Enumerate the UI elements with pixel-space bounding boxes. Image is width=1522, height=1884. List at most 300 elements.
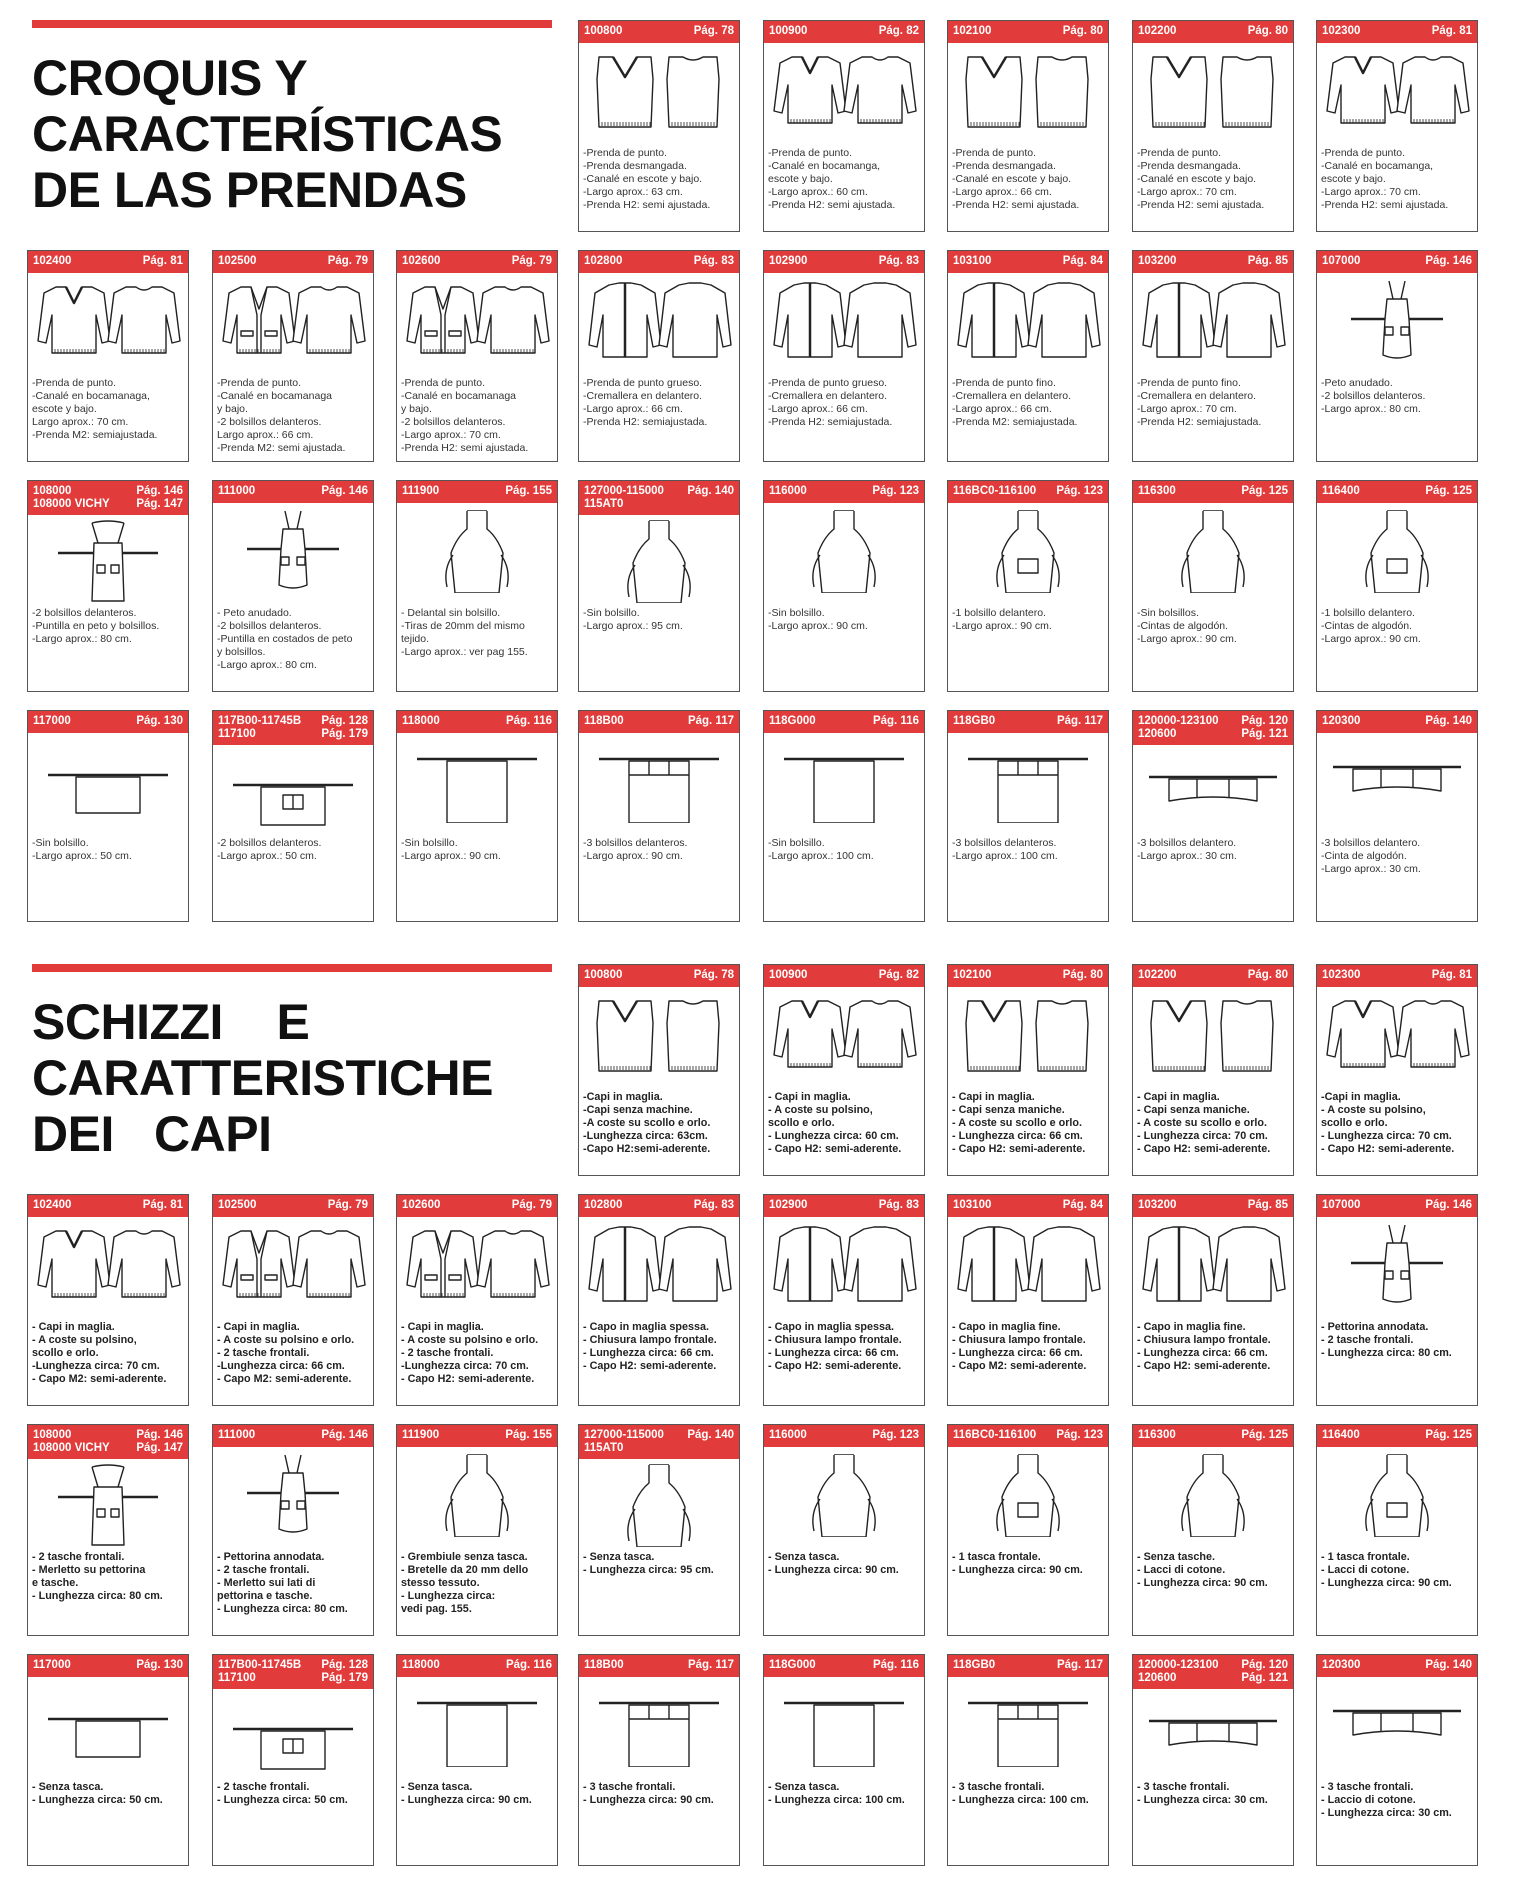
card-header: [28, 711, 188, 733]
garment-zip-jacket-icon: [954, 1223, 1102, 1307]
garment-sketch-icon: [1139, 1453, 1287, 1537]
garment-description: - Grembiule senza tasca. - Bretelle da 20 mm dello stesso tessuto. - Lunghezza circa: vedi pag. 155.: [401, 1551, 529, 1615]
page-reference: Pág. 140: [1425, 1659, 1472, 1671]
garment-zip-jacket-icon: [1139, 279, 1287, 363]
product-code: 117B00-11745B 117100: [218, 1659, 302, 1684]
garment-waist-mini-icon: [1139, 1693, 1287, 1777]
page-reference: Pág. 125: [1425, 1429, 1472, 1441]
garment-vest-v-icon: [1139, 49, 1287, 133]
card-header: [948, 481, 1108, 503]
garment-vest-v-icon: [954, 993, 1102, 1077]
garment-sketch-icon: [954, 993, 1102, 1077]
product-code: 108000 108000 VICHY: [33, 1429, 110, 1454]
garment-description: -Prenda de punto. -Prenda desmangada. -Canalé en escote y bajo. -Largo aprox.: 70 cm. -Prenda H2: semi ajustada.: [1137, 147, 1265, 211]
garment-vest-v-icon: [1139, 993, 1287, 1077]
product-code: 118B00: [584, 715, 624, 727]
garment-description: -Capi in maglia. -Capi senza machine. -A coste su scollo e orlo. -Lunghezza circa: 63cm. -Capo H2:semi-aderente.: [583, 1091, 711, 1155]
garment-card: [947, 1194, 1109, 1406]
product-code: 102300: [1322, 969, 1361, 981]
section-italian: [0, 944, 1522, 1884]
product-code: 116400: [1322, 485, 1360, 497]
product-code: 102400: [33, 255, 72, 267]
page-reference: Pág. 155: [505, 485, 552, 497]
card-header: [948, 1195, 1108, 1217]
card-header: [397, 251, 557, 273]
page-reference: Pág. 82: [878, 969, 919, 981]
garment-zip-jacket-icon: [585, 1223, 733, 1307]
garment-description: -Prenda de punto. -Canalé en bocamanga, escote y bajo. -Largo aprox.: 70 cm. -Prenda H2: semi ajustada.: [1321, 147, 1449, 211]
card-header: [213, 1655, 373, 1689]
card-header: [764, 481, 924, 503]
product-code: 116000: [769, 485, 807, 497]
garment-sketch-icon: [403, 1683, 551, 1767]
garment-waist-pocket-icon: [219, 1693, 367, 1777]
garment-sketch-icon: [585, 519, 733, 603]
garment-sketch-icon: [954, 509, 1102, 593]
garment-card: [1316, 964, 1478, 1176]
card-header: [948, 1425, 1108, 1447]
garment-card: [1316, 1424, 1478, 1636]
garment-sketch-icon: [403, 279, 551, 363]
product-code: 102300: [1322, 25, 1361, 37]
garment-card: [578, 20, 740, 232]
card-header: [579, 711, 739, 733]
card-header: [948, 251, 1108, 273]
garment-card: [947, 964, 1109, 1176]
page-reference: Pág. 155: [505, 1429, 552, 1441]
garment-card: [1316, 710, 1478, 922]
garment-sketch-icon: [770, 509, 918, 593]
garment-sketch-icon: [585, 1683, 733, 1767]
page-reference: Pág. 82: [878, 25, 919, 37]
page-reference: Pág. 83: [878, 1199, 919, 1211]
garment-sketch-icon: [585, 1223, 733, 1307]
card-header: [28, 1655, 188, 1677]
page-reference: Pág. 128 Pág. 179: [321, 715, 368, 740]
product-code: 100900: [769, 969, 808, 981]
page-reference: Pág. 123: [1056, 485, 1103, 497]
garment-card: [27, 1654, 189, 1866]
garment-cardigan-icon: [219, 1223, 367, 1307]
garment-sketch-icon: [1139, 1693, 1287, 1777]
garment-zip-jacket-icon: [1139, 1223, 1287, 1307]
page-reference: Pág. 84: [1062, 1199, 1103, 1211]
garment-sketch-icon: [954, 739, 1102, 823]
product-code: 116300: [1138, 1429, 1176, 1441]
garment-card: [212, 1654, 374, 1866]
page-reference: Pág. 146: [321, 485, 368, 497]
page-reference: Pág. 84: [1062, 255, 1103, 267]
garment-description: - 3 tasche frontali. - Lunghezza circa: 30 cm.: [1137, 1781, 1268, 1806]
card-header: [764, 21, 924, 43]
garment-description: -Prenda de punto. -Canalé en bocamanga, escote y bajo. -Largo aprox.: 60 cm. -Prenda H2: semi ajustada.: [768, 147, 896, 211]
garment-description: - Capo in maglia fine. - Chiusura lampo frontale. - Lunghezza circa: 66 cm. - Capo M2: semi-aderente.: [952, 1321, 1087, 1372]
garment-sketch-icon: [34, 279, 182, 363]
product-code: 117000: [33, 715, 71, 727]
garment-card: [578, 710, 740, 922]
product-code: 100900: [769, 25, 808, 37]
card-header: [213, 1425, 373, 1447]
garment-description: -Prenda de punto grueso. -Cremallera en delantero. -Largo aprox.: 66 cm. -Prenda H2: semiajustada.: [583, 377, 708, 428]
garment-card: [396, 1654, 558, 1866]
product-code: 116300: [1138, 485, 1176, 497]
product-code: 118GB0: [953, 715, 996, 727]
garment-sketch-icon: [1139, 279, 1287, 363]
garment-card: [578, 1654, 740, 1866]
page-reference: Pág. 120 Pág. 121: [1241, 715, 1288, 740]
garment-apron-tied-icon: [219, 509, 367, 593]
garment-description: -Prenda de punto grueso. -Cremallera en delantero. -Largo aprox.: 66 cm. -Prenda H2: semiajustada.: [768, 377, 893, 428]
garment-waist-long-icon: [770, 1683, 918, 1767]
garment-description: - Capo in maglia spessa. - Chiusura lampo frontale. - Lunghezza circa: 66 cm. - Capo H2: semi-aderente.: [768, 1321, 902, 1372]
garment-description: -Capi in maglia. - A coste su polsino, scollo e orlo. - Lunghezza circa: 70 cm. - Capo H2: semi-aderente.: [1321, 1091, 1455, 1155]
garment-description: -Prenda de punto. -Canalé en bocamanaga, escote y bajo. Largo aprox.: 70 cm. -Prenda M2: semiajustada.: [32, 377, 158, 441]
page-reference: Pág. 130: [136, 1659, 183, 1671]
page-reference: Pág. 79: [511, 255, 552, 267]
garment-apron-tied-icon: [219, 1453, 367, 1537]
product-code: 100800: [584, 969, 623, 981]
card-header: [579, 1425, 739, 1459]
page-reference: Pág. 79: [327, 255, 368, 267]
garment-description: - 3 tasche frontali. - Lunghezza circa: 90 cm.: [583, 1781, 714, 1806]
garment-description: - Capi in maglia. - A coste su polsino, scollo e orlo. -Lunghezza circa: 70 cm. - Capo M2: semi-aderente.: [32, 1321, 167, 1385]
product-code: 118G000: [769, 715, 816, 727]
garment-description: -3 bolsillos delantero. -Cinta de algodón. -Largo aprox.: 30 cm.: [1321, 837, 1421, 875]
card-header: [213, 481, 373, 503]
product-code: 102900: [769, 1199, 808, 1211]
card-header: [1133, 481, 1293, 503]
page-reference: Pág. 85: [1247, 1199, 1288, 1211]
garment-sketch-icon: [585, 993, 733, 1077]
page-reference: Pág. 140: [687, 1429, 734, 1441]
card-header: [28, 251, 188, 273]
card-header: [213, 1195, 373, 1217]
card-header: [1317, 1655, 1477, 1677]
product-code: 127000-115000 115AT0: [584, 485, 664, 510]
garment-card: [763, 1194, 925, 1406]
page-reference: Pág. 81: [142, 255, 183, 267]
garment-vest-v-icon: [585, 993, 733, 1077]
product-code: 102200: [1138, 969, 1177, 981]
garment-sketch-icon: [219, 1453, 367, 1537]
title-accent-bar: [32, 20, 552, 28]
garment-sketch-icon: [1323, 279, 1471, 363]
garment-sketch-icon: [1323, 509, 1471, 593]
garment-description: - Capi in maglia. - A coste su polsino e orlo. - 2 tasche frontali. -Lunghezza circa: 70 cm. - Capo H2: semi-aderente.: [401, 1321, 539, 1385]
page-reference: Pág. 83: [878, 255, 919, 267]
garment-vest-v-icon: [954, 49, 1102, 133]
garment-apron-bib-icon: [770, 1453, 918, 1537]
garment-description: -Prenda de punto. -Canalé en bocamanaga y bajo. -2 bolsillos delanteros. Largo aprox.: 66 cm. -Prenda M2: semi ajustada.: [217, 377, 346, 454]
page-reference: Pág. 120 Pág. 121: [1241, 1659, 1288, 1684]
garment-sketch-icon: [1139, 509, 1287, 593]
product-code: 120300: [1322, 1659, 1361, 1671]
product-code: 103200: [1138, 1199, 1177, 1211]
page-reference: Pág. 128 Pág. 179: [321, 1659, 368, 1684]
garment-sketch-icon: [770, 993, 918, 1077]
page-reference: Pág. 140: [1425, 715, 1472, 727]
product-code: 102500: [218, 1199, 257, 1211]
garment-card: [27, 1194, 189, 1406]
page-reference: Pág. 125: [1241, 1429, 1288, 1441]
card-header: [28, 1425, 188, 1459]
garment-card: [212, 1424, 374, 1636]
product-code: 102800: [584, 1199, 623, 1211]
garment-apron-bib-pocket-icon: [954, 1453, 1102, 1537]
card-header: [213, 711, 373, 745]
garment-apron-bib-icon: [1139, 509, 1287, 593]
card-header: [579, 1195, 739, 1217]
garment-card: [578, 1194, 740, 1406]
garment-description: - 3 tasche frontali. - Laccio di cotone. - Lunghezza circa: 30 cm.: [1321, 1781, 1452, 1819]
product-code: 127000-115000 115AT0: [584, 1429, 664, 1454]
page-reference: Pág. 80: [1247, 969, 1288, 981]
garment-apron-two-pocket-icon: [34, 1463, 182, 1547]
garment-apron-bib-icon: [403, 509, 551, 593]
garment-sketch-icon: [1323, 1683, 1471, 1767]
garment-card: [1316, 250, 1478, 462]
garment-description: -3 bolsillos delanteros. -Largo aprox.: 90 cm.: [583, 837, 688, 862]
garment-sketch-icon: [585, 1463, 733, 1547]
card-header: [948, 711, 1108, 733]
garment-description: - Senza tasca. - Lunghezza circa: 100 cm.: [768, 1781, 905, 1806]
garment-card: [396, 250, 558, 462]
product-code: 120000-123100 120600: [1138, 1659, 1219, 1684]
product-code: 103200: [1138, 255, 1177, 267]
garment-card: [27, 480, 189, 692]
garment-sweater-v-icon: [770, 993, 918, 1077]
garment-cardigan-icon: [219, 279, 367, 363]
garment-card: [396, 1424, 558, 1636]
card-header: [948, 1655, 1108, 1677]
garment-waist-long-3-icon: [585, 1683, 733, 1767]
garment-description: -Prenda de punto. -Canalé en bocamanaga y bajo. -2 bolsillos delanteros. -Largo aprox.: 70 cm. -Prenda H2: semi ajustada.: [401, 377, 529, 454]
page-reference: Pág. 78: [693, 969, 734, 981]
product-code: 102100: [953, 969, 992, 981]
page-reference: Pág. 79: [327, 1199, 368, 1211]
card-header: [764, 711, 924, 733]
card-header: [764, 1425, 924, 1447]
product-code: 116400: [1322, 1429, 1360, 1441]
page-reference: Pág. 146: [321, 1429, 368, 1441]
garment-sketch-icon: [770, 1683, 918, 1767]
garment-sketch-icon: [34, 519, 182, 603]
page-reference: Pág. 116: [505, 715, 552, 727]
product-code: 117B00-11745B 117100: [218, 715, 302, 740]
product-code: 103100: [953, 1199, 992, 1211]
card-header: [28, 481, 188, 515]
garment-sweater-v-icon: [34, 279, 182, 363]
garment-description: - Senza tasca. - Lunghezza circa: 90 cm.: [768, 1551, 899, 1576]
card-header: [397, 1425, 557, 1447]
garment-zip-jacket-icon: [585, 279, 733, 363]
page-reference: Pág. 123: [1056, 1429, 1103, 1441]
page-reference: Pág. 146: [1425, 1199, 1472, 1211]
garment-description: - Capi in maglia. - A coste su polsino e orlo. - 2 tasche frontali. -Lunghezza circa: 66 cm. - Capo M2: semi-aderente.: [217, 1321, 355, 1385]
page-reference: Pág. 81: [1431, 969, 1472, 981]
card-header: [1317, 711, 1477, 733]
garment-card: [212, 250, 374, 462]
garment-sketch-icon: [1323, 739, 1471, 823]
garment-waist-long-icon: [403, 739, 551, 823]
garment-vest-v-icon: [585, 49, 733, 133]
card-header: [579, 965, 739, 987]
garment-card: [1132, 250, 1294, 462]
garment-apron-bib-pocket-icon: [954, 509, 1102, 593]
garment-apron-tied-icon: [1323, 279, 1471, 363]
garment-card: [1132, 1654, 1294, 1866]
garment-apron-tied-icon: [1323, 1223, 1471, 1307]
card-header: [948, 965, 1108, 987]
garment-card: [763, 964, 925, 1176]
product-code: 107000: [1322, 255, 1361, 267]
garment-card: [1316, 1654, 1478, 1866]
garment-waist-long-icon: [403, 1683, 551, 1767]
card-header: [213, 251, 373, 273]
garment-sketch-icon: [1323, 1453, 1471, 1537]
garment-card: [947, 250, 1109, 462]
page-reference: Pág. 146: [1425, 255, 1472, 267]
page-reference: Pág. 117: [1056, 1659, 1103, 1671]
garment-sweater-v-icon: [770, 49, 918, 133]
garment-card: [763, 710, 925, 922]
card-header: [579, 251, 739, 273]
product-code: 118G000: [769, 1659, 816, 1671]
garment-apron-bib-icon: [585, 519, 733, 603]
garment-sketch-icon: [585, 49, 733, 133]
garment-card: [578, 1424, 740, 1636]
product-code: 118B00: [584, 1659, 624, 1671]
garment-description: - Capi in maglia. - A coste su polsino, scollo e orlo. - Lunghezza circa: 60 cm. - Capo H2: semi-aderente.: [768, 1091, 902, 1155]
product-code: 117000: [33, 1659, 71, 1671]
garment-sketch-icon: [219, 279, 367, 363]
card-header: [1133, 1195, 1293, 1217]
garment-description: -Peto anudado. -2 bolsillos delanteros. -Largo aprox.: 80 cm.: [1321, 377, 1426, 415]
garment-description: -2 bolsillos delanteros. -Puntilla en peto y bolsillos. -Largo aprox.: 80 cm.: [32, 607, 160, 645]
garment-description: -Sin bolsillo. -Largo aprox.: 50 cm.: [32, 837, 132, 862]
garment-zip-jacket-icon: [770, 279, 918, 363]
garment-description: - 2 tasche frontali. - Merletto su pettorina e tasche. - Lunghezza circa: 80 cm.: [32, 1551, 163, 1602]
garment-description: - 3 tasche frontali. - Lunghezza circa: 100 cm.: [952, 1781, 1089, 1806]
product-code: 102200: [1138, 25, 1177, 37]
garment-description: -Prenda de punto fino. -Cremallera en delantero. -Largo aprox.: 66 cm. -Prenda M2: semiajustada.: [952, 377, 1078, 428]
garment-sketch-icon: [34, 1683, 182, 1767]
garment-description: -Sin bolsillo. -Largo aprox.: 100 cm.: [768, 837, 874, 862]
page-reference: Pág. 117: [1056, 715, 1103, 727]
garment-cardigan-icon: [403, 1223, 551, 1307]
product-code: 102600: [402, 255, 441, 267]
garment-waist-short-icon: [34, 739, 182, 823]
section-title: CROQUIS Y CARACTERÍSTICAS DE LAS PRENDAS: [32, 50, 503, 218]
garment-card: [212, 1194, 374, 1406]
garment-description: -Sin bolsillo. -Largo aprox.: 90 cm.: [768, 607, 868, 632]
page-reference: Pág. 117: [687, 1659, 734, 1671]
card-header: [579, 1655, 739, 1677]
garment-sketch-icon: [403, 1453, 551, 1537]
page-reference: Pág. 80: [1247, 25, 1288, 37]
card-header: [1133, 711, 1293, 745]
garment-apron-bib-pocket-icon: [1323, 1453, 1471, 1537]
page-reference: Pág. 83: [693, 1199, 734, 1211]
garment-description: -Sin bolsillos. -Cintas de algodón. -Largo aprox.: 90 cm.: [1137, 607, 1237, 645]
page-reference: Pág. 79: [511, 1199, 552, 1211]
garment-description: - Senza tasca. - Lunghezza circa: 95 cm.: [583, 1551, 714, 1576]
garment-sweater-v-icon: [34, 1223, 182, 1307]
page-reference: Pág. 130: [136, 715, 183, 727]
garment-description: -1 bolsillo delantero. -Cintas de algodón. -Largo aprox.: 90 cm.: [1321, 607, 1421, 645]
garment-card: [212, 710, 374, 922]
product-code: 120300: [1322, 715, 1361, 727]
product-code: 118000: [402, 1659, 440, 1671]
product-code: 118000: [402, 715, 440, 727]
page-reference: Pág. 123: [872, 485, 919, 497]
garment-waist-mini-icon: [1323, 739, 1471, 823]
product-code: 102400: [33, 1199, 72, 1211]
garment-sketch-icon: [1323, 993, 1471, 1077]
garment-card: [1316, 480, 1478, 692]
garment-description: -2 bolsillos delanteros. -Largo aprox.: 50 cm.: [217, 837, 322, 862]
garment-sketch-icon: [770, 739, 918, 823]
garment-description: - Capi in maglia. - Capi senza maniche. - A coste su scollo e orlo. - Lunghezza circa: 66 cm. - Capo H2: semi-aderente.: [952, 1091, 1086, 1155]
garment-card: [1132, 20, 1294, 232]
garment-description: - Peto anudado. -2 bolsillos delanteros. -Puntilla en costados de peto y bolsillos. -Largo aprox.: 80 cm.: [217, 607, 353, 671]
card-header: [1317, 481, 1477, 503]
garment-sketch-icon: [1323, 49, 1471, 133]
garment-sketch-icon: [219, 509, 367, 593]
card-header: [1317, 251, 1477, 273]
garment-card: [947, 1424, 1109, 1636]
garment-zip-jacket-icon: [770, 1223, 918, 1307]
product-code: 102100: [953, 25, 992, 37]
garment-card: [1132, 1424, 1294, 1636]
garment-sketch-icon: [770, 1223, 918, 1307]
garment-waist-mini-icon: [1139, 749, 1287, 833]
product-code: 100800: [584, 25, 623, 37]
garment-card: [763, 20, 925, 232]
garment-card: [27, 1424, 189, 1636]
garment-sketch-icon: [219, 749, 367, 833]
garment-description: - Capo in maglia fine. - Chiusura lampo frontale. - Lunghezza circa: 66 cm. - Capo H2: semi-aderente.: [1137, 1321, 1271, 1372]
product-code: 118GB0: [953, 1659, 996, 1671]
section-spanish: [0, 0, 1522, 940]
page-reference: Pág. 125: [1425, 485, 1472, 497]
garment-sketch-icon: [403, 739, 551, 823]
garment-description: - Delantal sin bolsillo. -Tiras de 20mm del mismo tejido. -Largo aprox.: ver pag 155.: [401, 607, 528, 658]
garment-sweater-v-icon: [1323, 49, 1471, 133]
garment-description: - Senza tasche. - Lacci di cotone. - Lunghezza circa: 90 cm.: [1137, 1551, 1268, 1589]
garment-description: - Capi in maglia. - Capi senza maniche. - A coste su scollo e orlo. - Lunghezza circa: 70 cm. - Capo H2: semi-aderente.: [1137, 1091, 1271, 1155]
product-code: 102600: [402, 1199, 441, 1211]
garment-sketch-icon: [1139, 749, 1287, 833]
page-reference: Pág. 117: [687, 715, 734, 727]
garment-waist-short-icon: [34, 1683, 182, 1767]
garment-card: [947, 480, 1109, 692]
product-code: 116BC0-116100: [953, 485, 1037, 497]
garment-card: [947, 1654, 1109, 1866]
garment-card: [396, 1194, 558, 1406]
card-header: [1133, 251, 1293, 273]
garment-sketch-icon: [954, 1683, 1102, 1767]
garment-sketch-icon: [1139, 1223, 1287, 1307]
card-header: [28, 1195, 188, 1217]
garment-description: - 1 tasca frontale. - Lunghezza circa: 90 cm.: [952, 1551, 1083, 1576]
garment-waist-long-3-icon: [954, 739, 1102, 823]
garment-card: [27, 250, 189, 462]
garment-sketch-icon: [219, 1223, 367, 1307]
page-reference: Pág. 125: [1241, 485, 1288, 497]
garment-card: [947, 710, 1109, 922]
page-reference: Pág. 81: [1431, 25, 1472, 37]
